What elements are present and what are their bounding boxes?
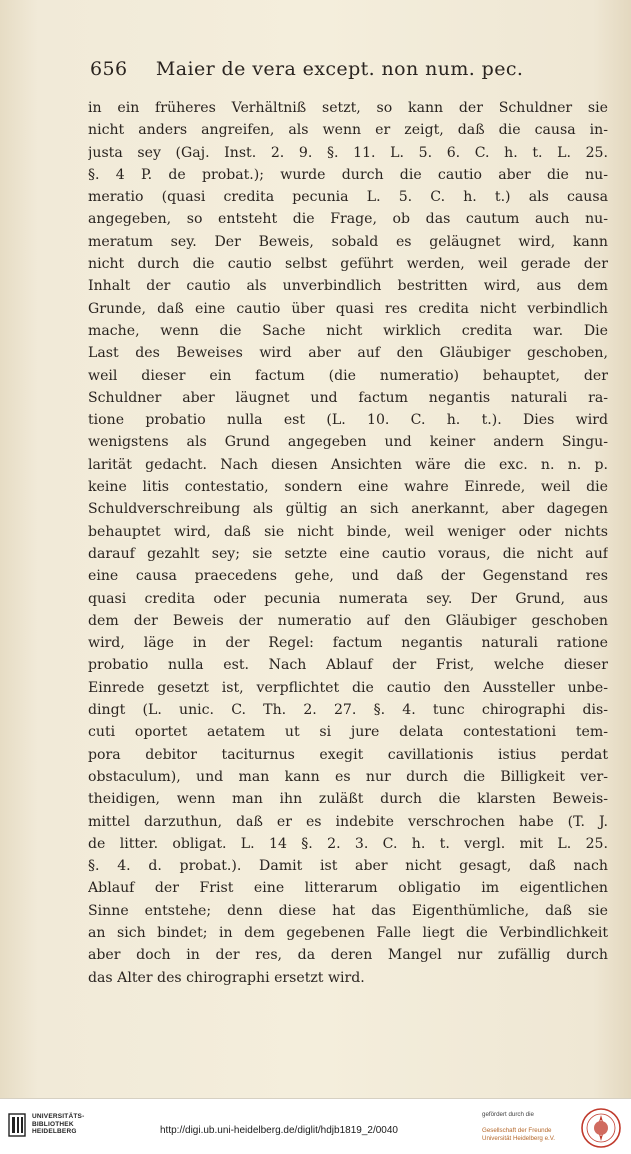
text-line: das Alter des chirographi ersetzt wird. — [88, 969, 365, 986]
library-name-line: BIBLIOTHEK — [32, 1120, 74, 1128]
text-line: mache, wenn die Sache nicht wirklich credita war. Die — [88, 322, 608, 339]
text-line: theidigen, wenn man ihn zuläßt durch die klarsten Beweis- — [88, 791, 608, 808]
text-line: wird, läge in der Regel: factum negantis naturali ratione — [88, 635, 608, 652]
text-line: eine causa praecedens gehe, und daß der Gegenstand res — [88, 568, 608, 585]
text-line: nicht durch die cautio selbst geführt werden, weil gerade der — [88, 256, 608, 273]
text-line: obstaculum), und man kann es nur durch die Billigkeit ver- — [88, 768, 608, 785]
text-line: probatio nulla est. Nach Ablauf der Frist, welche dieser — [88, 657, 608, 674]
text-line: §. 4. d. probat.). Damit ist aber nicht gesagt, daß nach — [88, 858, 608, 875]
text-line: quasi credita oder pecunia numerata sey. Der Grund, aus — [88, 590, 608, 607]
text-line: meratio (quasi credita pecunia L. 5. C. h. t.) als causa — [88, 189, 608, 206]
text-line: Grunde, daß eine cautio über quasi res credita nicht verbindlich — [88, 300, 608, 317]
text-line: Inhalt der cautio als unverbindlich bestritten wird, aus dem — [88, 278, 608, 295]
text-line: an sich bindet; in dem gegebenen Falle liegt die Verbindlichkeit — [88, 924, 608, 941]
text-line: de litter. obligat. L. 14 §. 2. 3. C. h. t. vergl. mit L. 25. — [88, 835, 608, 852]
text-line: dingt (L. unic. C. Th. 2. 27. §. 4. tunc chirographi dis- — [88, 702, 608, 719]
sponsor-org-line: Universität Heidelberg e.V. — [482, 1135, 556, 1142]
text-line: §. 4 P. de probat.); wurde durch die cautio aber die nu- — [88, 166, 608, 183]
page-number: 656 — [90, 58, 128, 80]
text-line: larität gedacht. Nach diesen Ansichten wäre die exc. n. n. p. — [88, 456, 608, 473]
text-line: mittel darzuthun, daß er es indebite verschrochen habe (T. J. — [88, 813, 608, 830]
library-name-line: UNIVERSITÄTS- — [32, 1113, 85, 1120]
university-seal-icon — [580, 1107, 622, 1149]
text-line: darauf gezahlt sey; sie setzte eine cautio voraus, die nicht auf — [88, 545, 608, 562]
text-line: dem der Beweis der numeratio auf den Gläubiger geschoben — [88, 612, 608, 629]
sponsor-org-line: Gesellschaft der Freunde — [482, 1127, 552, 1134]
text-line: justa sey (Gaj. Inst. 2. 9. §. 11. L. 5. 6. C. h. t. L. 25. — [88, 144, 608, 161]
text-line: weil dieser ein factum (die numeratio) behauptet, der — [88, 367, 608, 384]
text-line: tione probatio nulla est (L. 10. C. h. t.). Dies wird — [88, 412, 608, 429]
university-library-logo-icon — [8, 1113, 26, 1137]
text-line: Einrede gesetzt ist, verpflichtet die cautio den Aussteller unbe- — [88, 679, 608, 696]
running-title: Maier de vera except. non num. pec. — [155, 58, 524, 80]
text-line: Ablauf der Frist eine litterarum obligatio im eigentlichen — [88, 880, 608, 897]
sponsor-heading: gefördert durch die — [482, 1111, 534, 1118]
text-line: behauptet wird, daß sie nicht binde, weil weniger oder nichts — [88, 523, 608, 540]
text-line: Last des Beweises wird aber auf den Gläubiger geschoben, — [88, 345, 608, 362]
text-line: keine litis contestatio, sondern eine wahre Einrede, weil die — [88, 479, 608, 496]
library-name — [32, 1113, 84, 1136]
text-line: wenigstens als Grund angegeben und keiner andern Singu- — [88, 434, 608, 451]
text-line: aber doch in der res, da deren Mangel nur zufällig durch — [88, 947, 608, 964]
text-line: Sinne entstehe; denn diese hat das Eigenthümliche, daß sie — [88, 902, 608, 919]
text-line: nicht anders angreifen, als wenn er zeigt, daß die causa in- — [88, 122, 608, 139]
text-line: angegeben, so entsteht die Frage, ob das cautum auch nu- — [88, 211, 608, 228]
text-line: in ein früheres Verhältniß setzt, so kann der Schuldner sie — [88, 100, 608, 116]
text-line: Schuldverschreibung als gültig an sich anerkannt, aber dagegen — [88, 501, 608, 518]
text-line: Schuldner aber läugnet und factum negantis naturali ra- — [88, 389, 608, 406]
text-line: meratum sey. Der Beweis, sobald es geläugnet wird, kann — [88, 233, 608, 250]
text-line: cuti oportet aetatem ut si jure delata contestationi tem- — [88, 724, 608, 741]
text-line: pora debitor taciturnus exegit cavillationis istius perdat — [88, 746, 608, 763]
running-header — [90, 58, 530, 80]
footer-bar — [0, 1098, 631, 1154]
sponsor-note — [482, 1111, 555, 1143]
body-text — [88, 97, 608, 989]
permalink-url[interactable]: http://digi.ub.uni-heidelberg.de/diglit/hdjb1819_2/0040 — [160, 1125, 398, 1136]
library-name-line: HEIDELBERG — [32, 1128, 77, 1135]
